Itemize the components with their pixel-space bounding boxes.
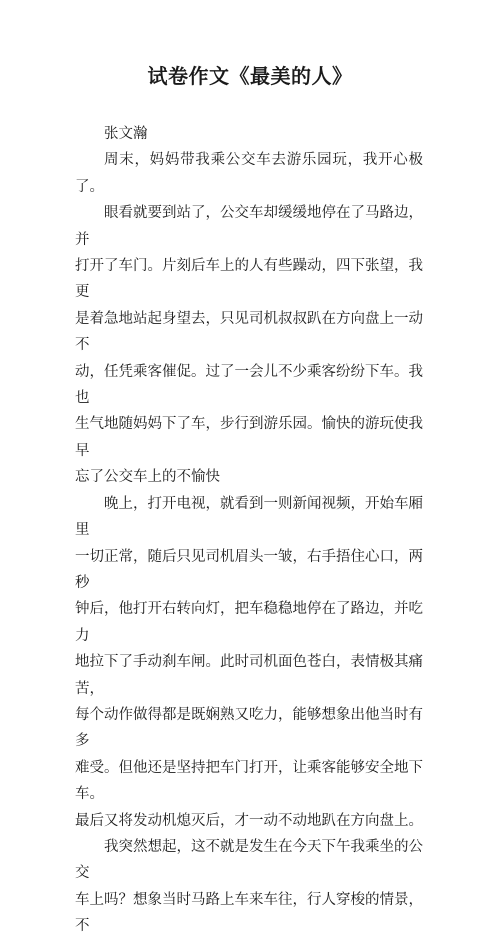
document-body [75, 121, 423, 940]
paragraph-1: 周末，妈妈带我乘公交车去游乐园玩，我开心极了。 [75, 152, 423, 195]
paragraph-4: 我突然想起，这不就是发生在今天下午我乘坐的公交 车上吗？想象当时马路上车来车往，行人穿梭的情景，不 [75, 838, 423, 935]
author-name: 张文瀚 [104, 126, 148, 142]
paragraph-2: 眼看就要到站了，公交车却缓缓地停在了马路边，并 打开了车门。片刻后车上的人有些躁动，四下张望，我更 是着急地站起身望去，只见司机叔叔趴在方向盘上一动不 动，任凭乘客催促。过了一会儿不少乘客纷纷下车。我也 生气地随妈妈下了车，步行到游乐园。愉快的游玩使我早 忘了公交车上的不愉快 [75, 205, 423, 486]
paragraph-3: 晚上，打开电视，就看到一则新闻视频，开始车厢里 一切正常，随后只见司机眉头一皱，右手捂住心口，两秒 钟后，他打开右转向灯，把车稳稳地停在了路边，并吃力 地拉下了手动刹车闸。此时司机面色苍白，表情极其痛苦， 每个动作做得都是既娴熟又吃力，能够想象出他当时有多 难受。但他还是坚持把车门打开，让乘客能够安全地下车。 最后又将发动机熄灭后，才一动不动地趴在方向盘上。 [75, 495, 423, 829]
document-title: 试卷作文《最美的人》 [147, 64, 353, 88]
